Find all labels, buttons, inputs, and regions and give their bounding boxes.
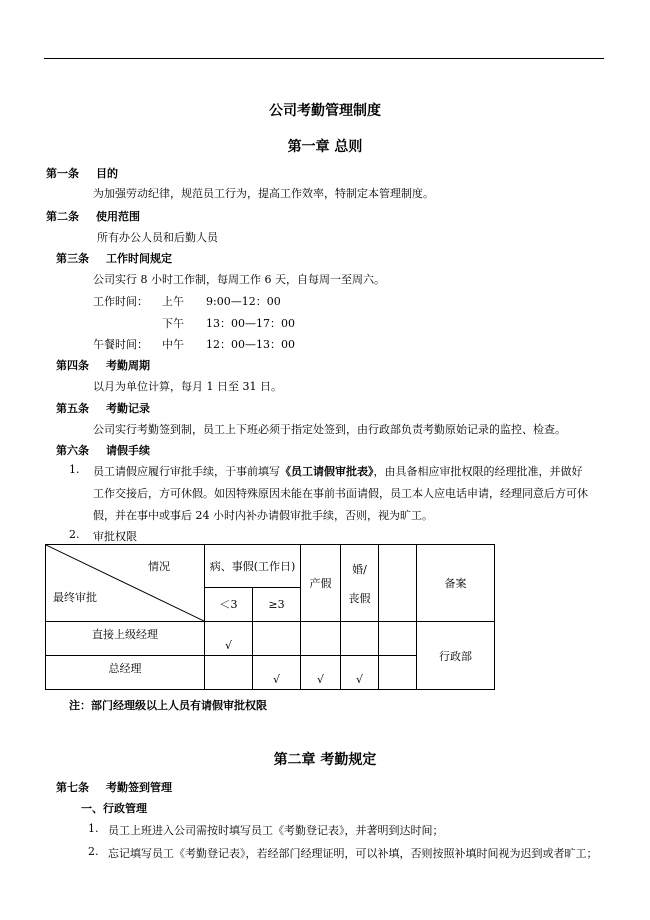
article-number: 第六条 xyxy=(56,444,89,457)
empty-cell xyxy=(379,622,417,656)
check-mark: √ xyxy=(205,622,253,656)
header-funeral: 丧假 xyxy=(348,591,371,605)
article-number: 第五条 xyxy=(56,402,89,415)
pm-time: 13：00—17：00 xyxy=(206,317,295,330)
check-mark: √ xyxy=(253,656,301,690)
empty-cell xyxy=(341,622,379,656)
pm-label: 下午 xyxy=(162,317,184,330)
article-title: 目的 xyxy=(96,167,118,180)
article-1-text: 为加强劳动纪律，规范员工行为，提高工作效率，特制定本管理制度。 xyxy=(93,187,434,200)
chapter-1-title: 第一章 总则 xyxy=(287,139,363,155)
article-2-heading xyxy=(46,208,140,224)
section-admin-management: 一、行政管理 xyxy=(81,802,147,815)
item-text: ，由具备相应审批权限的经理批准，并做好 xyxy=(373,465,583,478)
item-text: 员工请假应履行审批手续，于事前填写 xyxy=(93,465,280,478)
lunch-time-label: 午餐时间： xyxy=(93,338,148,351)
header-lt3: ＜3 xyxy=(205,587,253,621)
row-general-manager: 总经理 xyxy=(46,656,205,690)
article-title: 考勤周期 xyxy=(106,359,150,372)
header-maternity: 产假 xyxy=(301,545,341,622)
header-filing: 备案 xyxy=(417,545,495,622)
noon-time: 12：00—13：00 xyxy=(206,338,295,351)
check-mark: √ xyxy=(341,656,379,690)
article-number: 第二条 xyxy=(46,210,79,223)
item-number: 2. xyxy=(69,528,80,541)
table-note: 注：部门经理级以上人员有请假审批权限 xyxy=(69,699,267,712)
row-direct-manager: 直接上级经理 xyxy=(46,622,205,656)
chapter-2-item-1: 员工上班进入公司需按时填写员工《考勤登记表》，并著明到达时间； xyxy=(108,824,444,837)
article-4-heading xyxy=(56,357,150,373)
header-ge3: ≥3 xyxy=(253,587,301,621)
item-number: 1. xyxy=(69,463,80,476)
check-mark: √ xyxy=(301,656,341,690)
am-label: 上午 xyxy=(162,295,184,308)
article-number: 第一条 xyxy=(46,167,79,180)
article-title: 考勤记录 xyxy=(106,402,150,415)
article-number: 第四条 xyxy=(56,359,89,372)
diagonal-header-cell xyxy=(46,545,205,622)
noon-label: 中午 xyxy=(162,338,184,351)
item-number: 1. xyxy=(88,822,99,835)
header-final-approver: 最终审批 xyxy=(53,591,97,604)
article-4-text: 以月为单位计算，每月 1 日至 31 日。 xyxy=(93,380,282,393)
item-number: 2. xyxy=(88,845,99,858)
article-6-item-1-line-2: 工作交接后，方可休假。如因特殊原因未能在事前书面请假，员工本人应电话申请，经理同意后方可休 xyxy=(93,487,588,500)
article-1-heading xyxy=(46,165,118,181)
article-6-item-2: 审批权限 xyxy=(93,530,137,543)
header-rule xyxy=(44,58,604,59)
empty-cell xyxy=(379,656,417,690)
empty-cell xyxy=(301,622,341,656)
article-3-text: 公司实行 8 小时工作制，每周工作 6 天，自每周一至周六。 xyxy=(93,273,385,286)
chapter-2-title: 第二章 考勤规定 xyxy=(273,752,377,768)
leave-form-name: 《员工请假审批表》 xyxy=(280,465,374,478)
article-3-heading xyxy=(56,250,172,266)
article-6-item-1-line-1 xyxy=(93,463,583,479)
filing-department: 行政部 xyxy=(417,622,495,690)
header-situation: 情况 xyxy=(148,560,170,573)
empty-cell xyxy=(205,656,253,690)
article-7-heading xyxy=(56,779,172,795)
article-title: 请假手续 xyxy=(106,444,150,457)
article-5-heading xyxy=(56,400,150,416)
article-6-heading xyxy=(56,442,150,458)
header-marriage-funeral xyxy=(341,545,379,622)
article-number: 第七条 xyxy=(56,781,89,794)
header-marriage: 婚/ xyxy=(352,562,367,576)
header-sick-leave: 病、事假(工作日) xyxy=(205,545,301,588)
approval-authority-table xyxy=(45,544,495,690)
article-5-text: 公司实行考勤签到制，员工上下班必须于指定处签到，由行政部负责考勤原始记录的监控、检查。 xyxy=(93,423,566,436)
am-time: 9:00—12：00 xyxy=(206,295,281,308)
work-time-label: 工作时间： xyxy=(93,295,148,308)
article-title: 使用范围 xyxy=(96,210,140,223)
article-title: 工作时间规定 xyxy=(106,252,172,265)
chapter-2-item-2: 忘记填写员工《考勤登记表》，若经部门经理证明，可以补填，否则按照补填时间视为迟到或者旷工； xyxy=(108,847,598,860)
header-blank xyxy=(379,545,417,622)
article-6-item-1-line-3: 假，并在事中或事后 24 小时内补办请假审批手续，否则，视为旷工。 xyxy=(93,509,433,522)
empty-cell xyxy=(253,622,301,656)
document-title: 公司考勤管理制度 xyxy=(269,103,381,119)
article-2-text: 所有办公人员和后勤人员 xyxy=(97,231,218,244)
article-number: 第三条 xyxy=(56,252,89,265)
diagonal-line xyxy=(46,545,204,621)
article-title: 考勤签到管理 xyxy=(106,781,172,794)
